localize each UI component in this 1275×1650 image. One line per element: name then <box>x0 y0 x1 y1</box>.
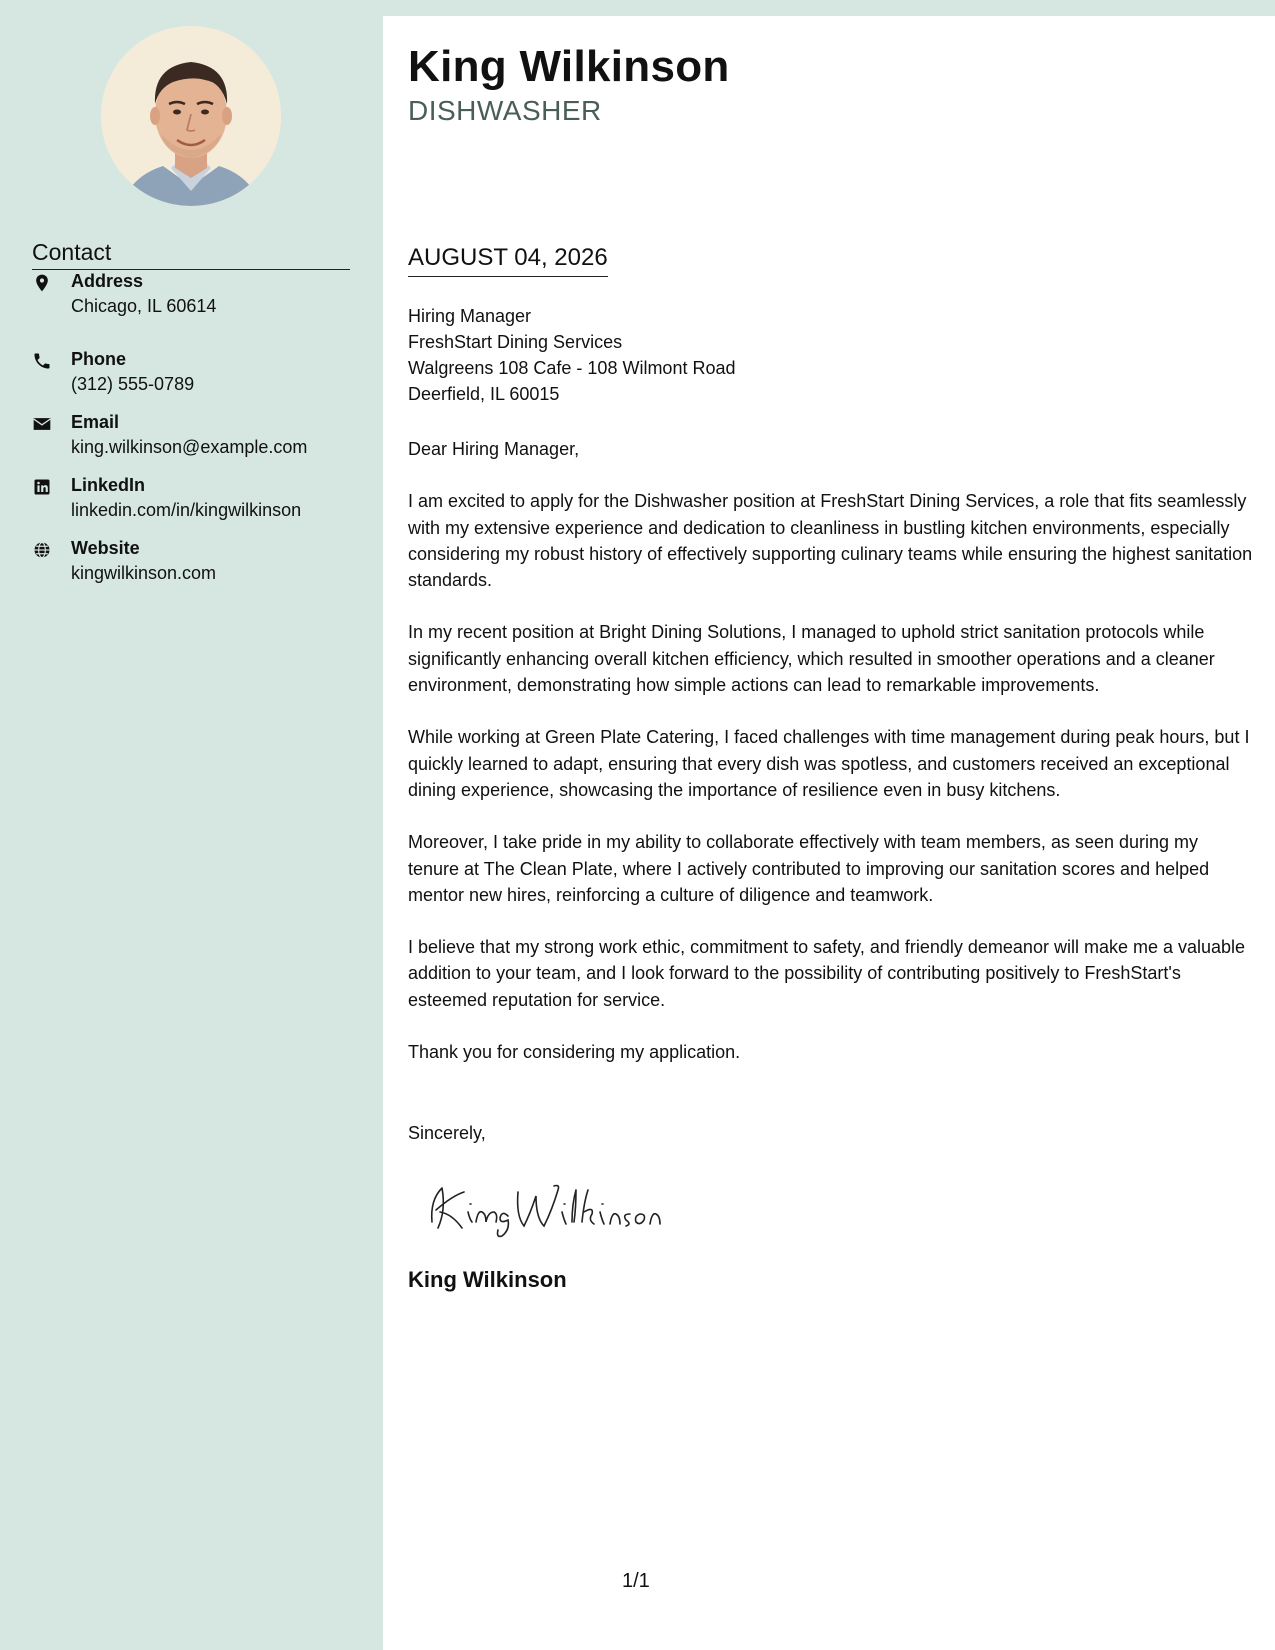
paragraph: In my recent position at Bright Dining Solutions, I managed to uphold strict sanitation protocols while significantly enhancing overall kitchen efficiency, which resulted in smoother operations and a cleaner environment, demonstrating how simple actions can lead to remarkable improvements. <box>408 622 1215 696</box>
profile-photo <box>101 26 281 206</box>
paragraph: While working at Green Plate Catering, I faced challenges with time management during peak hours, but I quickly learned to adapt, ensuring that every dish was spotless, and customers received an exceptional dining experience, showcasing the importance of resilience even in busy kitchens. <box>408 727 1250 800</box>
linkedin-icon <box>32 477 56 501</box>
recipient-line: Hiring Manager <box>408 306 532 326</box>
contact-value: king.wilkinson@example.com <box>71 437 308 457</box>
recipient-line: Walgreens 108 Cafe - 108 Wilmont Road <box>408 358 736 378</box>
contact-label: LinkedIn <box>71 475 146 495</box>
letter-body <box>408 436 1254 1091</box>
phone-icon <box>32 351 56 375</box>
contact-value: linkedin.com/in/kingwilkinson <box>71 500 302 520</box>
letter-date: AUGUST 04, 2026 <box>408 244 608 277</box>
contact-value: Chicago, IL 60614 <box>71 296 217 316</box>
contact-label: Email <box>71 412 120 432</box>
recipient-line: FreshStart Dining Services <box>408 332 623 352</box>
contact-label: Address <box>71 271 144 291</box>
paragraph: Thank you for considering my application. <box>408 1042 741 1063</box>
contact-label: Phone <box>71 349 127 369</box>
job-title: DISHWASHER <box>408 95 602 126</box>
signature <box>412 1170 672 1242</box>
paragraph: I believe that my strong work ethic, commitment to safety, and friendly demeanor will make me a valuable addition to your team, and I look forward to the possibility of contributing positively to FreshStart's esteemed reputation for service. <box>408 937 1246 1010</box>
map-pin-icon <box>32 273 56 297</box>
salutation: Dear Hiring Manager, <box>408 439 580 459</box>
signer-name: King Wilkinson <box>408 1267 567 1292</box>
profile-photo-image <box>101 26 281 206</box>
contact-value: (312) 555-0789 <box>71 374 195 394</box>
sidebar <box>0 0 383 1650</box>
recipient-line: Deerfield, IL 60015 <box>408 384 560 404</box>
applicant-name: King Wilkinson <box>408 42 730 91</box>
contact-label: Website <box>71 538 140 558</box>
page-number: 1/1 <box>622 1570 650 1592</box>
contact-value: kingwilkinson.com <box>71 563 217 583</box>
paragraph: I am excited to apply for the Dishwasher position at FreshStart Dining Services, a role that fits seamlessly with my extensive experience and dedication to cleanliness in bustling kitchen environments, especially considering my robust history of effectively supporting culinary teams while ensuring the highest sanitation standards. <box>408 491 1253 591</box>
globe-icon <box>32 540 56 564</box>
paragraph: Moreover, I take pride in my ability to collaborate effectively with team members, as seen during my tenure at The Clean Plate, where I actively contributed to improving our sanitation scores and helped mentor new hires, reinforcing a culture of diligence and teamwork. <box>408 832 1210 905</box>
closing: Sincerely, <box>408 1123 486 1143</box>
envelope-icon <box>32 414 56 438</box>
contact-heading: Contact <box>32 239 350 270</box>
recipient-block <box>408 303 736 407</box>
